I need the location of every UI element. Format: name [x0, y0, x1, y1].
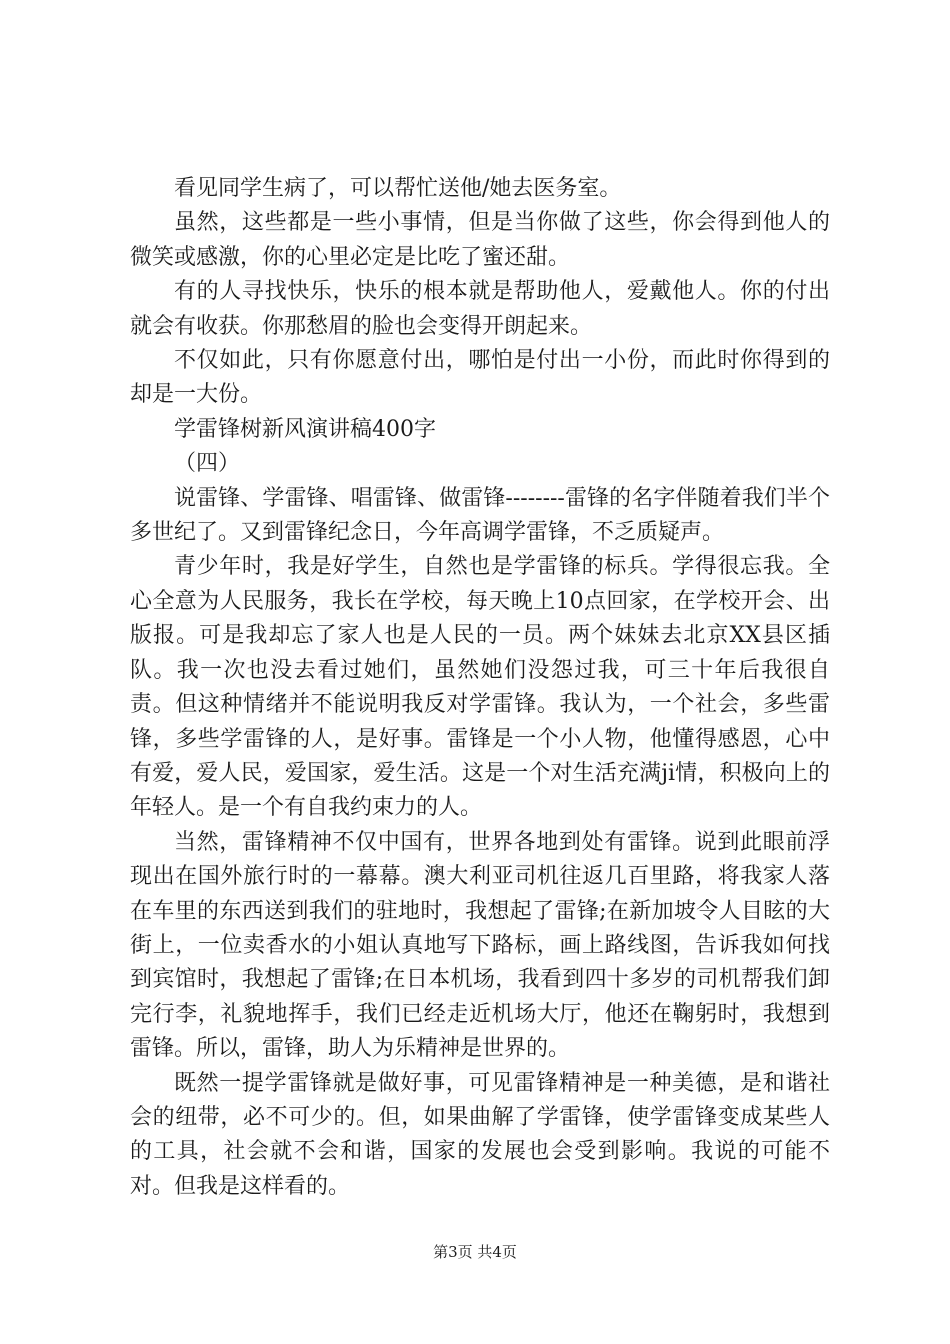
paragraph-1: 看见同学生病了，可以帮忙送他/她去医务室。	[174, 176, 622, 201]
section-number: （四）	[174, 451, 241, 477]
section-heading: 学雷锋树新风演讲稿400字	[174, 416, 436, 442]
paragraph-4: 不仅如此，只有你愿意付出，哪怕是付出一小份，而此时你得到的却是一大份。	[130, 348, 830, 408]
paragraph-2: 虽然，这些都是一些小事情，但是当你做了这些，你会得到他人的微笑或感激，你的心里必定是比吃了蜜还甜。	[130, 210, 830, 270]
paragraph-3: 有的人寻找快乐，快乐的根本就是帮助他人，爱戴他人。你的付出就会有收获。你那愁眉的脸也会变得开朗起来。	[130, 279, 830, 339]
paragraph-6: 青少年时，我是好学生，自然也是学雷锋的标兵。学得很忘我。全心全意为人民服务，我长在学校，每天晚上10点回家，在学校开会、出版报。可是我却忘了家人也是人民的一员。两个妹妹去北京XX县区插队。我一次也没去看过她们，虽然她们没怨过我，可三十年后我很自责。但这种情绪并不能说明我反对学雷锋。我认为，一个社会，多些雷锋，多些学雷锋的人，是好事。雷锋是一个小人物，他懂得感恩，心中有爱，爱人民，爱国家，爱生活。这是一个对生活充满ji情，积极向上的年轻人。是一个有自我约束力的人。	[130, 554, 830, 821]
paragraph-8: 既然一提学雷锋就是做好事，可见雷锋精神是一种美德，是和谐社会的纽带，必不可少的。但，如果曲解了学雷锋，使学雷锋变成某些人的工具，社会就不会和谐，国家的发展也会受到影响。我说的可能不对。但我是这样看的。	[130, 1070, 830, 1199]
paragraph-5: 说雷锋、学雷锋、唱雷锋、做雷锋--------雷锋的名字伴随着我们半个多世纪了。又到雷锋纪念日，今年高调学雷锋，不乏质疑声。	[130, 485, 830, 546]
page-number-footer: 第3页 共4页	[433, 1243, 517, 1261]
document-body	[130, 172, 830, 1204]
paragraph-7: 当然，雷锋精神不仅中国有，世界各地到处有雷锋。说到此眼前浮现出在国外旅行时的一幕幕。澳大利亚司机往返几百里路，将我家人落在车里的东西送到我们的驻地时，我想起了雷锋;在新加坡令人目眩的大街上，一位卖香水的小姐认真地写下路标，画上路线图，告诉我如何找到宾馆时，我想起了雷锋;在日本机场，我看到四十多岁的司机帮我们卸完行李，礼貌地挥手，我们已经走近机场大厅，他还在鞠躬时，我想到雷锋。所以，雷锋，助人为乐精神是世界的。	[130, 829, 830, 1062]
